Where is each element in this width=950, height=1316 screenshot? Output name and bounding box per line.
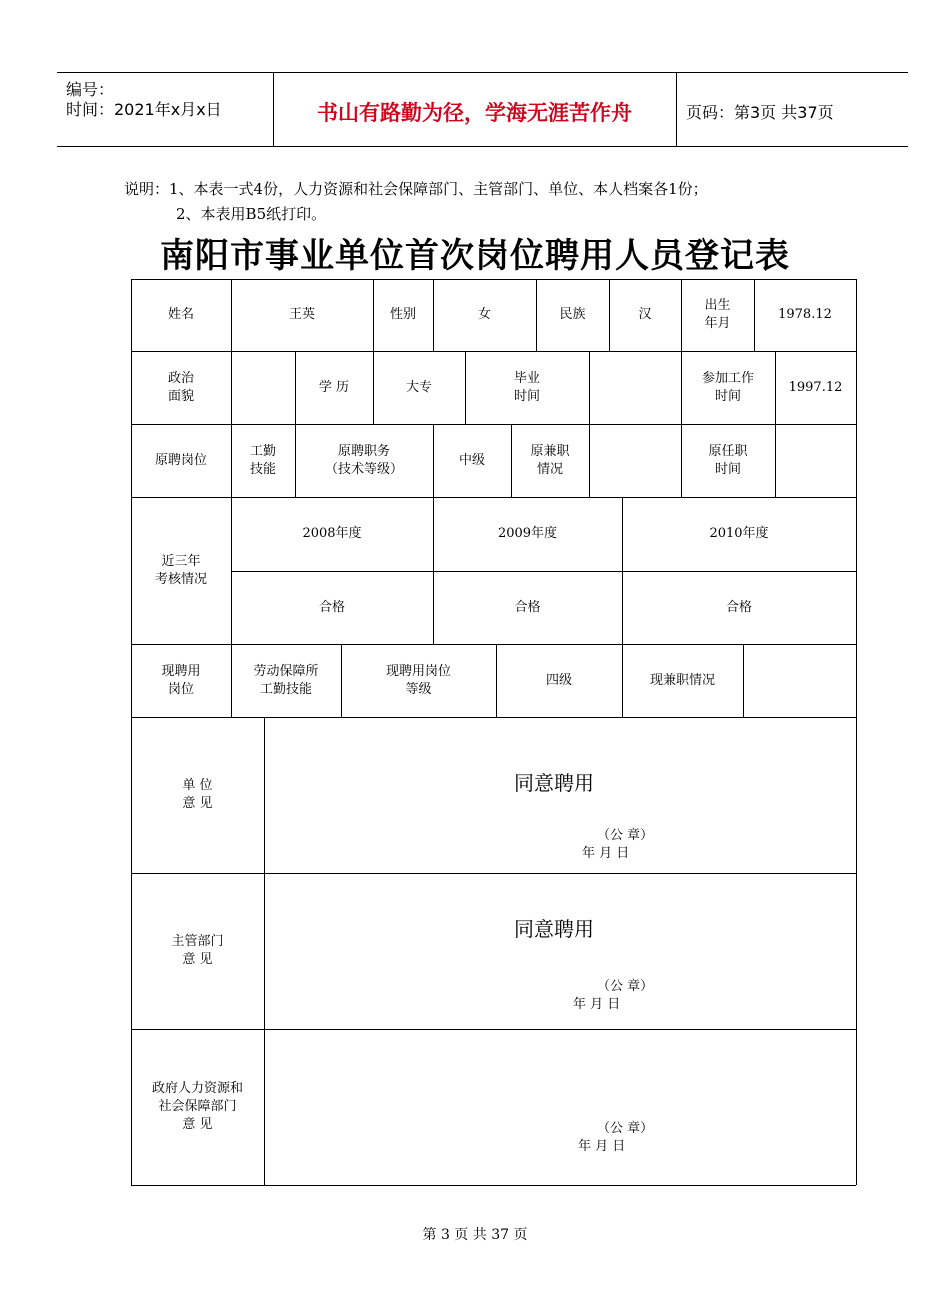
assessment-result: 合格 xyxy=(725,599,752,615)
politics-value xyxy=(231,351,295,424)
birth-value: 1978.12 xyxy=(778,307,832,322)
gov-seal: （公 章） xyxy=(597,1121,654,1136)
unit-seal: （公 章） xyxy=(597,828,654,843)
current-post-value: 劳动保障所 工勤技能 xyxy=(253,663,319,697)
name-label: 姓名 xyxy=(167,307,194,322)
education-value: 大专 xyxy=(405,379,432,395)
note-line-1: 说明：1、本表一式4份，人力资源和社会保障部门、主管部门、单位、本人档案各1份； xyxy=(124,180,708,198)
dept-date: 年 月 日 xyxy=(573,997,621,1012)
ethnicity-label: 民族 xyxy=(559,307,586,322)
original-post-value: 工勤 技能 xyxy=(249,443,276,477)
assessment-year: 2008年度 xyxy=(302,526,362,541)
original-term-label: 原任职 时间 xyxy=(708,443,748,477)
assessment-label: 近三年 考核情况 xyxy=(154,553,207,587)
header-page-indicator: 页码：第3页 共37页 xyxy=(686,103,834,122)
current-grade-value: 四级 xyxy=(545,672,572,688)
assessment-result: 合格 xyxy=(318,599,345,615)
assessment-year: 2009年度 xyxy=(497,526,558,541)
original-title-value: 中级 xyxy=(458,452,485,468)
graduation-value xyxy=(589,351,681,424)
table-rule xyxy=(131,1185,856,1186)
name-value: 王英 xyxy=(288,307,315,322)
document-time-label: 时间：2021年x月x日 xyxy=(66,100,222,119)
current-post-label: 现聘用 岗位 xyxy=(161,663,201,697)
current-grade-label: 现聘用岗位 等级 xyxy=(385,663,451,697)
work-start-value: 1997.12 xyxy=(788,379,843,395)
header-divider xyxy=(676,72,677,146)
dept-opinion-text: 同意聘用 xyxy=(514,917,594,941)
original-post-label: 原聘岗位 xyxy=(154,452,207,468)
note-line-2: 2、本表用B5纸打印。 xyxy=(176,205,327,223)
header-bottom-rule xyxy=(57,146,908,147)
unit-opinion-label: 单 位 意 见 xyxy=(182,778,213,811)
assessment-year: 2010年度 xyxy=(709,526,769,541)
work-start-label: 参加工作 时间 xyxy=(701,370,754,404)
gov-date: 年 月 日 xyxy=(578,1139,626,1154)
document-number-label: 编号： xyxy=(66,80,115,99)
birth-label: 出生 年月 xyxy=(704,298,731,331)
table-rule xyxy=(856,279,857,1185)
original-term-value xyxy=(775,424,856,497)
gender-value: 女 xyxy=(477,307,491,322)
graduation-label: 毕业 时间 xyxy=(513,370,540,404)
form-title: 南阳市事业单位首次岗位聘用人员登记表 xyxy=(160,236,790,276)
header-top-rule xyxy=(57,72,908,73)
original-title-label: 原聘职务 （技术等级） xyxy=(324,443,403,477)
gender-label: 性别 xyxy=(389,307,416,322)
header-motto: 书山有路勤为径，学海无涯苦作舟 xyxy=(317,101,632,125)
ethnicity-value: 汉 xyxy=(638,307,652,322)
gov-opinion-label: 政府人力资源和 社会保障部门 意 见 xyxy=(151,1081,243,1132)
current-concurrent-label: 现兼职情况 xyxy=(649,672,715,688)
page-footer: 第 3 页 共 37 页 xyxy=(422,1227,528,1243)
table-rule xyxy=(264,717,265,1185)
original-concurrent-label: 原兼职 情况 xyxy=(530,443,570,477)
unit-opinion-text: 同意聘用 xyxy=(514,771,594,795)
education-label: 学 历 xyxy=(318,379,350,395)
dept-opinion-label: 主管部门 意 见 xyxy=(171,934,224,967)
assessment-result: 合格 xyxy=(514,599,541,615)
politics-label: 政治 面貌 xyxy=(167,370,194,404)
unit-date: 年 月 日 xyxy=(582,846,630,861)
dept-seal: （公 章） xyxy=(597,979,654,994)
current-concurrent-value xyxy=(743,644,856,717)
original-concurrent-value xyxy=(589,424,681,497)
